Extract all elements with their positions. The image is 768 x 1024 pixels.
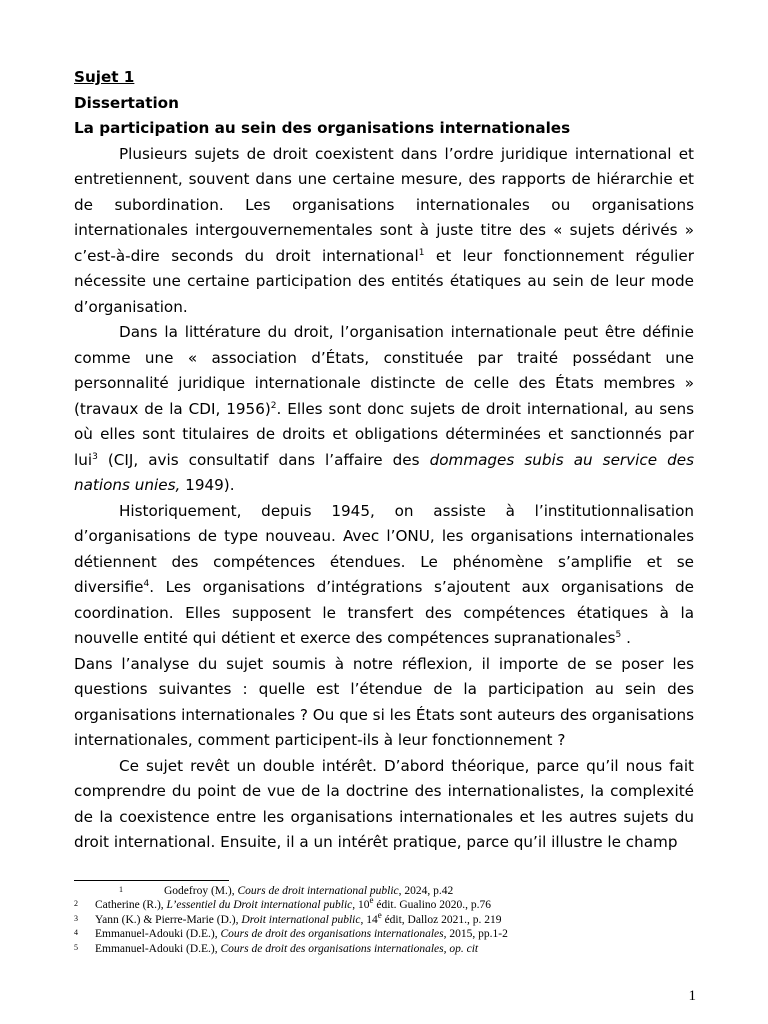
footnote-ref-1: 1 — [418, 247, 425, 258]
paragraph-text: . Les organisations d’intégrations s’ajoutent aux organisations de coordination. Elles supposent le transfert des compétences étatiques à la nouvelle entité qui détient et exerce des compétences supranationales — [74, 578, 694, 647]
footnote-2 — [74, 895, 694, 912]
paragraph-text: (CIJ, avis consultatif dans l’affaire des — [97, 450, 430, 469]
footnote-rest: édit, Dalloz 2021., p. 219 — [381, 913, 502, 926]
paragraph-problematic: Dans l’analyse du sujet soumis à notre réflexion, il importe de se poser les questions suivantes : quelle est l’étendue de la participation au sein des organisations internationales ? Ou que si les États sont auteurs des organisations internationales, comment participent-ils à leur fonctionnement ? — [74, 654, 694, 749]
footnote-number: 5 — [74, 942, 78, 952]
footnote-rest: édit. Gualino 2020., p.76 — [373, 899, 492, 912]
paragraph-history — [74, 499, 694, 652]
footnote-author: Yann (K.) & Pierre-Marie (D.), — [95, 913, 242, 926]
paragraph-text: Dans la littérature du droit, l’organisation internationale peut être définie comme une « association d’États, constituée par traité possédant une personnalité juridique internationale distincte de celle des États membres » (travaux de la CDI, 1956) — [74, 323, 694, 418]
footnote-edition: , 10 — [352, 899, 370, 912]
footnote-ref-5: 5 — [615, 629, 622, 640]
case-title-italic: dommages subis au service des nations unies, — [74, 450, 694, 494]
footnote-edition-sup: e — [377, 909, 382, 920]
footnote-author: Emmanuel-Adouki (D.E.), — [95, 928, 221, 941]
footnote-work: L’essentiel du Droit international public — [166, 899, 353, 912]
footnote-ref-4: 4 — [143, 578, 150, 589]
dissertation-title: La participation au sein des organisations internationales — [74, 119, 571, 137]
exercise-type-heading: Dissertation — [74, 93, 179, 112]
paragraph-text: Historiquement, depuis 1945, on assiste à l’institutionnalisation d’organisations de type nouveau. Avec l’ONU, les organisations internationales détiennent des compétences étendues. Le phénomène s’amplifie et se diversifie — [74, 501, 694, 596]
footnote-author: Emmanuel-Adouki (D.E.), — [95, 942, 221, 955]
paragraph-definition — [74, 320, 694, 499]
paragraph-text: . Elles sont donc sujets de droit international, au sens où elles sont titulaires de droits et obligations déterminées et sanctionnés par lui — [74, 399, 694, 469]
footnote-separator — [74, 880, 229, 881]
footnote-1 — [74, 884, 694, 898]
footnote-edition-sup: e — [369, 895, 374, 906]
footnote-4 — [74, 927, 694, 941]
paragraph-text: Plusieurs sujets de droit coexistent dans l’ordre juridique international et entretiennent, souvent dans une certaine mesure, des rapports de hiérarchie et de subordination. Les organisations internationales ou organisations internationales intergouvernementales sont à juste titre des « sujets dérivés » c’est-à-dire seconds du droit international — [74, 144, 694, 265]
footnotes-section — [74, 884, 694, 956]
paragraph-text: . — [621, 629, 631, 647]
footnote-number: 1 — [119, 885, 123, 894]
footnote-rest: , 2015, pp.1-2 — [443, 928, 508, 941]
footnote-number: 4 — [74, 928, 78, 938]
footnote-work: Cours de droit international public — [237, 885, 399, 897]
footnote-author: Catherine (R.), — [95, 899, 167, 912]
paragraph-introduction — [74, 142, 694, 321]
document-body — [74, 65, 694, 856]
footnote-work: Cours de droit des organisations internationales — [220, 928, 444, 941]
footnote-ref-2: 2 — [270, 400, 277, 411]
page-number: 1 — [688, 988, 696, 1004]
footnote-number: 2 — [74, 899, 78, 909]
paragraph-text: 1949). — [180, 476, 235, 494]
paragraph-text: et leur fonctionnement régulier nécessite une certaine participation des entités étatiques au sein de leur mode d’organisation. — [74, 246, 694, 316]
footnote-number: 3 — [74, 913, 78, 923]
footnote-3 — [74, 909, 694, 927]
footnote-ref-3: 3 — [92, 451, 98, 462]
subject-heading: Sujet 1 — [74, 68, 135, 86]
footnote-rest: , 2024, p.42 — [398, 885, 454, 897]
footnote-edition: , 14 — [360, 913, 378, 926]
footnote-author: Godefroy (M.), — [164, 885, 238, 897]
footnote-work: Cours de droit des organisations internationales, op. cit — [220, 942, 479, 955]
footnote-5 — [74, 942, 694, 956]
paragraph-interest: Ce sujet revêt un double intérêt. D’abord théorique, parce qu’il nous fait comprendre du point de vue de la doctrine des internationalistes, la complexité de la coexistence entre les organisations internationales et les autres sujets du droit international. Ensuite, il a un intérêt pratique, parce qu’il illustre le champ — [74, 756, 694, 851]
footnote-work: Droit international public — [241, 913, 361, 926]
